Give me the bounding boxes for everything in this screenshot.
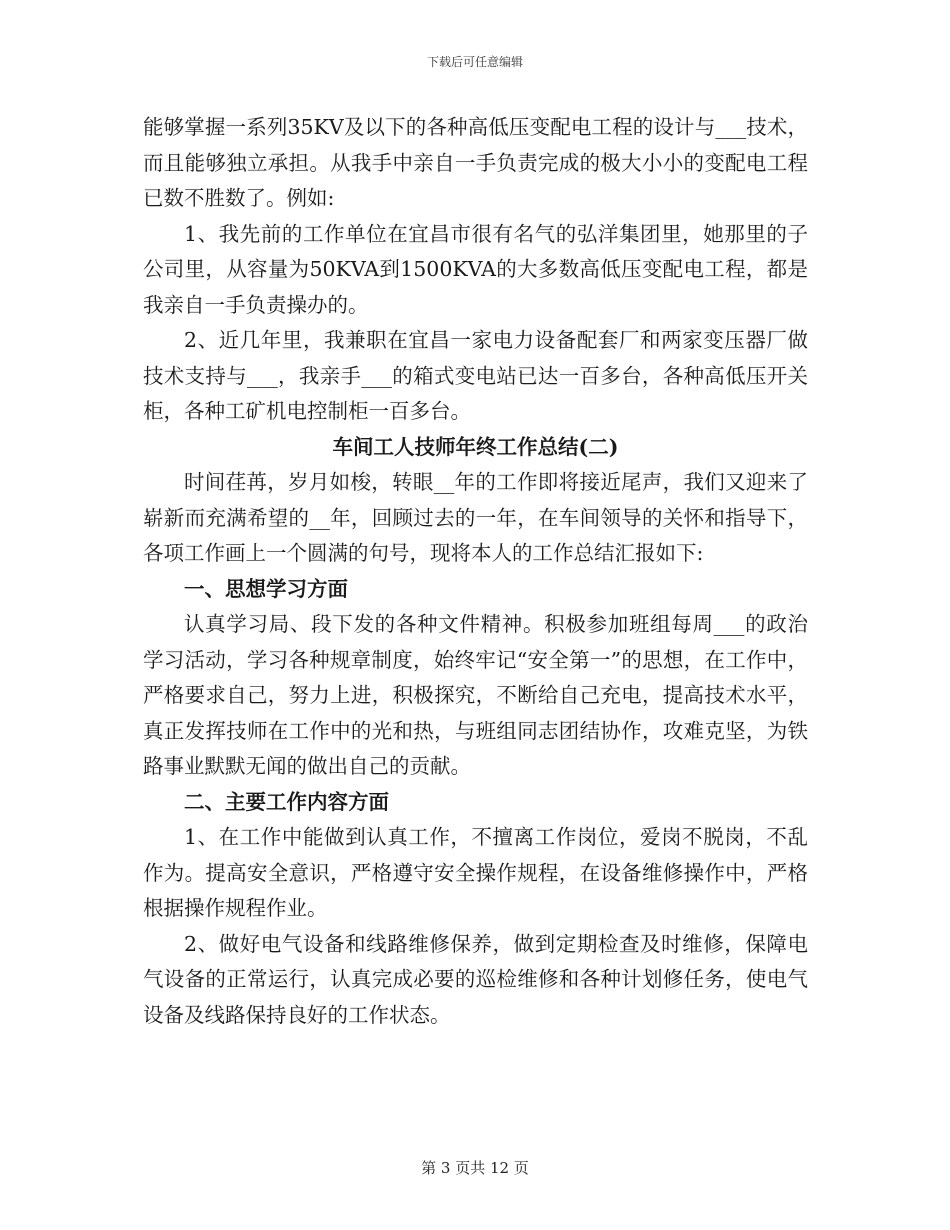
paragraph-study: 认真学习局、段下发的各种文件精神。积极参加班组每周___的政治学习活动，学习各种规章制度，始终牢记“安全第一”的思想，在工作中，严格要求自己，努力上进，积极探究，不断给自己充电，提高技术水平，真正发挥技师在工作中的光和热，与班组同志团结协作，攻难克坚，为铁路事业默默无闻的做出自己的贡献。 [143,612,808,778]
page-header: 下载后可任意编辑 [426,55,523,69]
page-footer: 第 3 页共 12 页 [421,1159,529,1177]
paragraph-example-1: 1、我先前的工作单位在宜昌市很有名气的弘洋集团里，她那里的子公司里，从容量为50KVA到1500KVA的大多数高低压变配电工程，都是我亲自一手负责操办的。 [143,221,808,317]
paragraph-design-skills: 能够掌握一系列35KV及以下的各种高低压变配电工程的设计与___技术，而且能够独立承担。从我手中亲自一手负责完成的极大小小的变配电工程已数不胜数了。例如: [143,115,808,210]
section-title: 车间工人技师年终工作总结(二) [332,434,619,459]
paragraph-work-2: 2、做好电气设备和线路维修保养，做到定期检查及时维修，保障电气设备的正常运行，认真完成必要的巡检维修和各种计划修任务，使电气设备及线路保持良好的工作状态。 [143,931,808,1027]
heading-main-work: 二、主要工作内容方面 [184,789,389,814]
heading-thought-study: 一、思想学习方面 [184,576,348,601]
document-body [143,110,808,1033]
paragraph-example-2: 2、近几年里，我兼职在宜昌一家电力设备配套厂和两家变压器厂做技术支持与___，我亲手___的箱式变电站已达一百多台，各种高低压开关柜，各种工矿机电控制柜一百多台。 [143,328,808,423]
paragraph-work-1: 1、在工作中能做到认真工作，不擅离工作岗位，爱岗不脱岗，不乱作为。提高安全意识，严格遵守安全操作规程，在设备维修操作中，严格根据操作规程作业。 [143,825,808,920]
paragraph-intro: 时间荏苒，岁月如梭，转眼__年的工作即将接近尾声，我们又迎来了崭新而充满希望的__年，回顾过去的一年，在车间领导的关怀和指导下，各项工作画上一个圆满的句号，现将本人的工作总结汇报如下: [143,470,808,565]
